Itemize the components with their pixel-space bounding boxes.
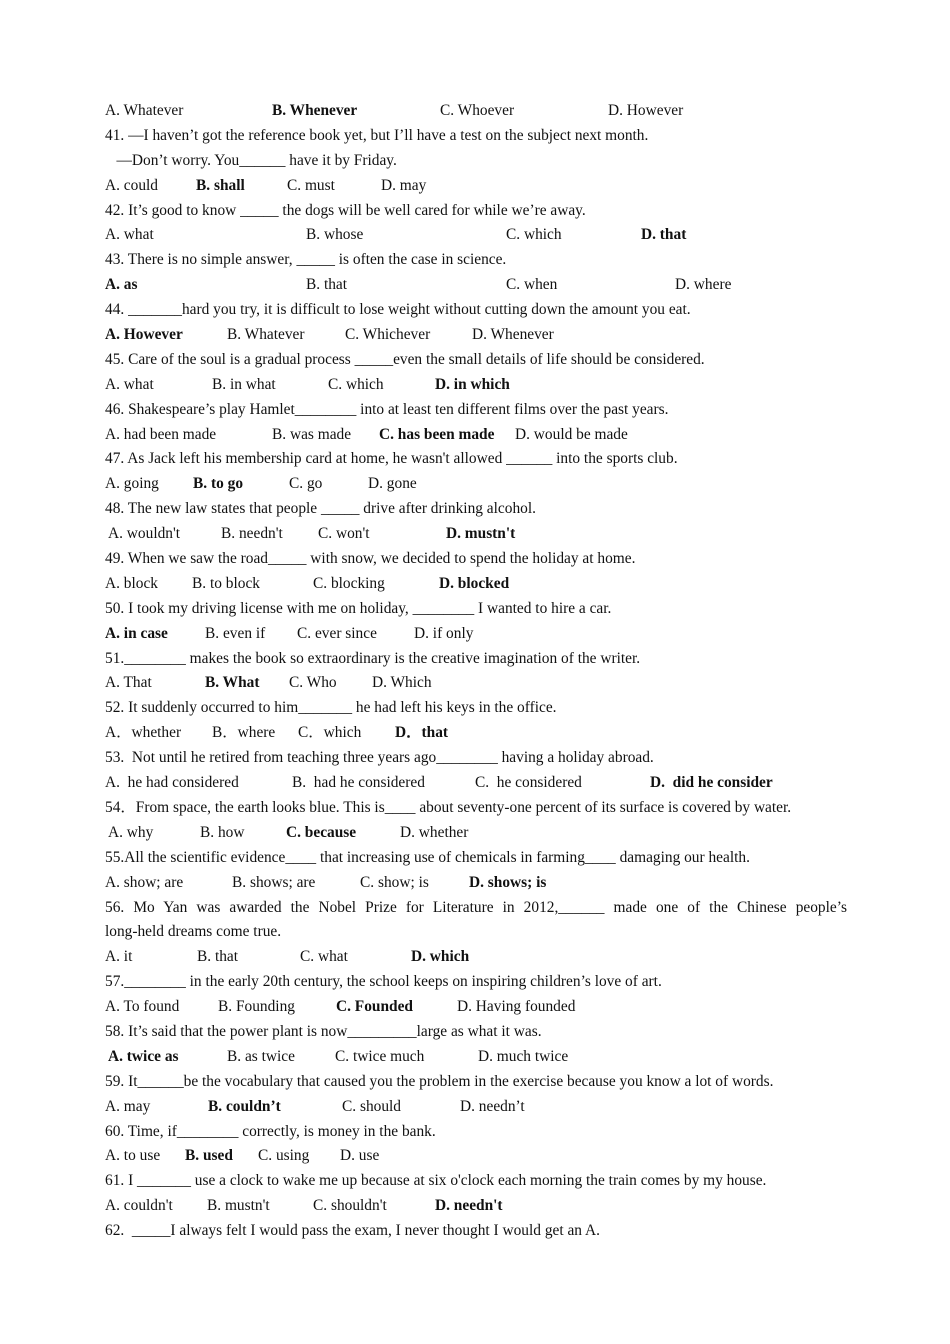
question-text: 59. It______be the vocabulary that caused you the problem in the exercise because you know a lot of words. <box>105 1072 774 1090</box>
answer-options <box>105 323 847 348</box>
answer-option: B. Whatever <box>227 326 305 344</box>
answer-option: B. whose <box>306 226 364 244</box>
answer-option: B. Founding <box>218 998 295 1016</box>
question-text: 58. It’s said that the power plant is now_________large as what it was. <box>105 1022 542 1040</box>
answer-option: B. in what <box>212 375 276 393</box>
answer-option: C. when <box>506 276 558 294</box>
question-text: 49. When we saw the road_____ with snow, we decided to spend the holiday at home. <box>105 550 636 568</box>
answer-option: B. even if <box>205 624 266 642</box>
answer-option: C. what <box>300 948 348 966</box>
answer-option: D. much twice <box>478 1047 569 1065</box>
answer-option: B. how <box>200 823 245 841</box>
answer-option: D. where <box>675 276 732 294</box>
answer-option: C. using <box>258 1147 310 1165</box>
question-text: 52. It suddenly occurred to him_______ he had left his keys in the office. <box>105 699 557 717</box>
answer-option-correct: A. in case <box>105 624 168 642</box>
answer-options <box>105 423 847 448</box>
answer-options <box>105 671 847 696</box>
answer-option: B. had he considered <box>292 774 425 792</box>
question-text: 43. There is no simple answer, _____ is often the case in science. <box>105 251 507 269</box>
question-text: 56. Mo Yan was awarded the Nobel Prize for Literature in 2012,______ made one of the Chinese people’s <box>105 898 847 916</box>
answer-options <box>105 721 847 746</box>
answer-option: D. However <box>608 102 684 119</box>
answer-option: A. to use <box>105 1147 161 1165</box>
answer-option: A. what <box>105 375 154 393</box>
answer-option: D. needn’t <box>460 1097 525 1115</box>
answer-option: C. won't <box>318 525 370 543</box>
question-text: 62. _____I always felt I would pass the exam, I never thought I would get an A. <box>105 1222 600 1240</box>
answer-option: D. gone <box>368 475 417 493</box>
answer-option: D. if only <box>414 624 474 642</box>
answer-option-correct: A. twice as <box>108 1047 179 1065</box>
answer-option: A. could <box>105 176 159 194</box>
answer-option-correct: A. as <box>105 276 138 294</box>
answer-options <box>105 945 847 970</box>
question-text: 50. I took my driving license with me on holiday, ________ I wanted to hire a car. <box>105 599 612 617</box>
answer-option-correct: B. couldn’t <box>208 1097 281 1115</box>
question-text: 60. Time, if________ correctly, is money in the bank. <box>105 1122 436 1140</box>
answer-option: A. may <box>105 1097 151 1115</box>
answer-options <box>105 1095 847 1120</box>
answer-option: C. Whichever <box>345 326 431 344</box>
answer-option-correct: C. has been made <box>379 425 495 443</box>
answer-options <box>105 622 847 647</box>
answer-options <box>105 99 847 124</box>
question-text: 41. —I haven’t got the reference book yet, but I’ll have a test on the subject next month. <box>105 126 649 144</box>
answer-options <box>105 572 847 597</box>
answer-option-correct: B. What <box>205 674 260 692</box>
answer-option-correct: D. in which <box>435 375 510 393</box>
question-text: 45. Care of the soul is a gradual process _____even the small details of life should be considered. <box>105 350 705 368</box>
answer-option: C. he considered <box>475 774 582 792</box>
answer-option: D. Which <box>372 674 432 692</box>
answer-option-correct: B. shall <box>196 176 245 194</box>
question-text: 61. I _______ use a clock to wake me up because at six o'clock each morning the train comes by my house. <box>105 1172 767 1190</box>
answer-option: A. what <box>105 226 154 244</box>
answer-options <box>105 273 847 298</box>
answer-option: C. blocking <box>313 574 385 592</box>
answer-option-correct: B. used <box>185 1147 233 1165</box>
question-text: 48. The new law states that people _____ drive after drinking alcohol. <box>105 500 536 518</box>
question-text: 44. _______hard you try, it is difficult to lose weight without cutting down the amount you eat. <box>105 301 691 319</box>
answer-options <box>105 771 847 796</box>
answer-option-correct: D. needn't <box>435 1197 503 1215</box>
answer-option-correct: D. shows; is <box>469 873 547 891</box>
answer-options <box>105 1194 847 1219</box>
answer-options <box>105 871 847 896</box>
question-text: 55.All the scientific evidence____ that increasing use of chemicals in farming____ damaging our health. <box>105 848 750 866</box>
question-text: 54．From space, the earth looks blue. This is____ about seventy-one percent of its surface is covered by water. <box>105 798 792 816</box>
answer-option: C. shouldn't <box>313 1197 387 1215</box>
answer-options <box>105 1045 847 1070</box>
answer-option: A. he had considered <box>105 774 239 792</box>
answer-option: C. ever since <box>297 624 377 642</box>
answer-option: C. which <box>328 375 384 393</box>
answer-option: B. shows; are <box>232 873 316 891</box>
answer-option-correct: A. However <box>105 326 183 344</box>
answer-option: B. to block <box>192 574 260 592</box>
answer-option: B. needn't <box>221 525 283 543</box>
answer-option: B. that <box>197 948 239 966</box>
answer-option: A. That <box>105 674 152 692</box>
answer-option: A. show; are <box>105 873 184 891</box>
answer-options <box>105 373 847 398</box>
answer-option: C．which <box>298 724 362 742</box>
answer-option: C. go <box>289 475 323 493</box>
answer-option: D. use <box>340 1147 380 1165</box>
answer-options <box>105 821 847 846</box>
answer-option: C. show; is <box>360 873 429 891</box>
worksheet-page <box>105 99 847 1244</box>
answer-option: D. whether <box>400 823 469 841</box>
answer-option-correct: D. which <box>411 948 470 966</box>
question-text: 53. Not until he retired from teaching three years ago________ having a holiday abroad. <box>105 749 654 767</box>
answer-option: B. as twice <box>227 1047 295 1065</box>
answer-option: D. may <box>381 176 427 194</box>
answer-options <box>105 1144 847 1169</box>
answer-options <box>105 472 847 497</box>
question-text: long-held dreams come true. <box>105 923 282 941</box>
question-text: 51.________ makes the book so extraordinary is the creative imagination of the writer. <box>105 649 641 667</box>
answer-option: B．where <box>212 724 276 742</box>
answer-option-correct: C. Founded <box>336 998 413 1016</box>
answer-option: A. it <box>105 948 133 966</box>
answer-options <box>105 995 847 1020</box>
answer-option: A. block <box>105 574 159 592</box>
question-text: —Don’t worry. You______ have it by Friday. <box>105 151 397 169</box>
answer-option: A. going <box>105 475 159 493</box>
answer-option-correct: C. because <box>286 823 357 841</box>
answer-option: A. had been made <box>105 425 217 443</box>
answer-option-correct: D. that <box>641 226 687 244</box>
answer-option: A. why <box>108 823 154 841</box>
answer-option: A. To found <box>105 998 180 1016</box>
answer-option-correct: D. blocked <box>439 574 510 592</box>
answer-option: A. couldn't <box>105 1197 173 1215</box>
answer-option-correct: B. to go <box>193 475 244 493</box>
question-text: 42. It’s good to know _____ the dogs will be well cared for while we’re away. <box>105 201 586 219</box>
answer-option: D. would be made <box>515 425 628 443</box>
answer-option: A. Whatever <box>105 102 184 119</box>
answer-option-correct: D. mustn't <box>446 525 516 543</box>
answer-option: C. must <box>287 176 335 194</box>
answer-option: B. that <box>306 276 348 294</box>
question-text: 46. Shakespeare’s play Hamlet________ into at least ten different films over the past years. <box>105 400 669 418</box>
question-text: 47. As Jack left his membership card at home, he wasn't allowed ______ into the sports club. <box>105 450 678 468</box>
answer-option-correct: D．that <box>395 724 449 742</box>
answer-option: B. mustn't <box>207 1197 270 1215</box>
answer-option-correct: D. did he consider <box>650 774 773 792</box>
answer-option: C. twice much <box>335 1047 425 1065</box>
answer-option: C. Whoever <box>440 102 515 119</box>
answer-option: C. should <box>342 1097 402 1115</box>
question-text: 57.________ in the early 20th century, the school keeps on inspiring children’s love of art. <box>105 973 662 991</box>
answer-option: A．whether <box>105 724 182 742</box>
answer-options <box>105 522 847 547</box>
answer-option: D. Having founded <box>457 998 576 1016</box>
answer-option: C. which <box>506 226 562 244</box>
answer-option: D. Whenever <box>472 326 554 344</box>
answer-options <box>105 174 847 199</box>
answer-options <box>105 223 847 248</box>
answer-option: A. wouldn't <box>108 525 181 543</box>
answer-option: B. was made <box>272 425 352 443</box>
answer-option-correct: B. Whenever <box>272 102 358 119</box>
answer-option: C. Who <box>289 674 337 692</box>
